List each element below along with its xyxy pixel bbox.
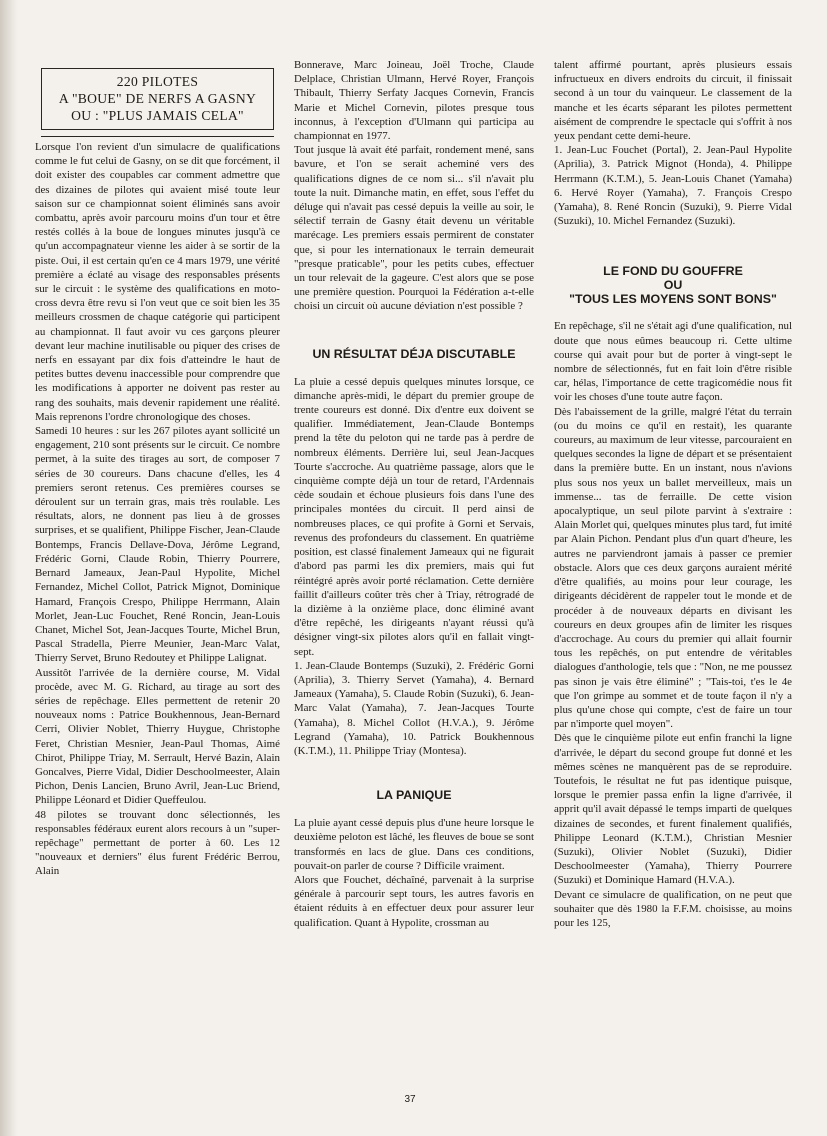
page-number: 37 xyxy=(404,1094,416,1105)
section-heading-gouffre xyxy=(554,264,792,306)
page-binding-shadow xyxy=(0,0,18,1136)
column-2 xyxy=(294,58,534,930)
article-title-line-3: OU : "PLUS JAMAIS CELA" xyxy=(71,108,244,123)
article-title-box xyxy=(41,68,274,130)
col1-paragraph-1: Lorsque l'on revient d'un simulacre de qualifications comme le fut celui de Gasny, on se dit que forcément, il doit exister des coupables car comment admettre que des dizaines de pilotes qui avaient misé toute leur saison sur ce championnat soient éliminés sans avoir combattu, après avoir parcouru moins d'un tour et être restés collés à la boue de longues minutes jusqu'à ce qu'un accompagnateur vienne les aider à se sortir de la piste. Oui, il est certain qu'en ce 4 mars 1979, une vérité première a éclaté au visage des responsables présents sur le circuit : le système des qualifications en moto-cross devra être revu si l'on veut que ce soit bien les 35 meilleurs crossmen de chaque catégorie qui participent au championnat. Il faut avoir vu ces garçons pleurer devant leur machine inutilisable ou piquer des crises de nerfs en essayant par dix fois d'atteindre le haut de petites buttes devenu inaccessible pour comprendre que les modifications à apporter ne doivent pas rester au rang des souhaits, mais devenir rapidement une réalité. Mais reprenons l'ordre chronologique des choses. xyxy=(35,141,280,423)
col2-paragraph-2: Tout jusque là avait été parfait, rondement mené, sans bavure, et l'on se serait acheminé vers des qualifications dignes de ce nom si... s'il n'avait plu toute la nuit. Dimanche matin, en effet, sous l'effet du déluge qui n'avait pas cessé depuis la veille au soir, le sélectif terrain de Gasny était devenu un véritable marécage. Les premiers essais permirent de constater que, si pour les internationaux le terrain demeurait "presque praticable", pour les petits cubes, effectuer un tour relevait de la gageure. C'est alors que se pose une première question. Pourquoi la Fédération a-t-elle choisi un circuit où aucune déviation n'est possible ? xyxy=(294,144,534,313)
section-heading-panique: LA PANIQUE xyxy=(376,788,452,803)
col2-paragraph-3: La pluie a cessé depuis quelques minutes lorsque, ce dimanche après-midi, le départ du premier groupe de trente coureurs est donné. Dix d'entre eux doivent se qualifier. Immédiatement, Jean-Claude Bontemps prend la tête du peloton qui ne tarde pas à perdre de nombreux éléments. Derrière lui, seul Jean-Jacques Tourte s'accroche. Au quatrième passage, alors que le cinquième compte déjà un tour de retard, l'Ardennais cède soudain et échoue plusieurs fois dans l'une des principales montées du circuit. Il perd ainsi de nombreuses places, ce qui profite à Gorni et Servais, revenus des profondeurs du classement. En quatrième position, est classé finalement Jameaux qui ne figurait d'abord pas parmi les dix premiers, mais qui fut réintégré après avoir porté réclamation. Cette dernière faillit d'ailleurs coûter très cher à Triay, rétrogradé de la dizième à la onzième place, donc éliminé avant d'être repêché, les dirigeants n'ayant réussi qu'à désigner vingt-six pilotes alors qu'il en fallait vingt-sept. xyxy=(294,375,534,658)
section-heading-gouffre-line-3: "TOUS LES MOYENS SONT BONS" xyxy=(569,292,777,307)
section-heading-gouffre-line-1: LE FOND DU GOUFFRE xyxy=(603,264,743,279)
col2-paragraph-5: La pluie ayant cessé depuis plus d'une heure lorsque le deuxième peloton est lâché, les fleuves de boue se sont transformés en lacs de glue. Dans ces conditions, pouvait-on parler de course ? Difficile vraiment. xyxy=(294,817,534,872)
col2-paragraph-1: Bonnerave, Marc Joineau, Joël Troche, Claude Delplace, Christian Ulmann, Hervé Royer, François Thibault, Thierry Serfaty Jacques Cornevin, Francis Marie et Michel Cornevin, pilotes presque tous inconnus, à l'exception d'Ulmann qui participa au championnat en 1977. xyxy=(294,59,534,143)
article-title-line-2: A "BOUE" DE NERFS A GASNY xyxy=(58,91,257,106)
col3-paragraph-4: Dès l'abaissement de la grille, malgré l'état du terrain (ou du moins ce qu'il en restait), les quarante coureurs, au maximum de leur vitesse, parcouraient en quelques secondes la ligne de départ et se présentaient dans la première butte. En un instant, nous n'avions plus sous nos yeux un ballet merveilleux, mais un immense... tas de ferraille. De cette vision apocalyptique, un seul pilote parvint à s'extraire : Alain Morlet qui, quelques minutes plus tard, fut imité par Alain Pichon. Pendant plus d'un quart d'heure, les autres ne parviendront jamais à passer ce premier obstacle. Alors que ces deux garçons auraient mérité d'être qualifiés, au moins pour leur courage, les dirigeants décidèrent de rappeler tout le monde et de procéder à de nouveaux départs en divisant les coureurs en deux groupes afin de limiter les risques d'accrochage. Au cours du premier qui allait fournir tous les repêchés, on put entendre de véritables dialogues d'anthologie, tels que : "Non, ne me poussez pas sinon je vais être éliminé" ; "Tais-toi, t'es le 4e que l'on grimpe au sommet et de toute façon il n'y a plus qu'une chose qui compte, c'est de faire un tour par n'importe quel moyen". xyxy=(554,405,792,731)
section-heading-gouffre-line-2: OU xyxy=(663,278,683,293)
article-title-line-1: 220 PILOTES xyxy=(116,74,199,89)
column-3 xyxy=(554,58,792,930)
col2-paragraph-6: Alors que Fouchet, déchaîné, parvenait à la surprise générale à parcourir sept tours, les autres favoris en étaient réduits à en effectuer deux pour assurer leur qualification. Quant à Hypolite, crossman au xyxy=(294,873,534,929)
section-heading-resultat: UN RÉSULTAT DÉJA DISCUTABLE xyxy=(312,346,516,361)
column-1 xyxy=(35,58,280,879)
title-rule xyxy=(41,136,274,137)
col1-paragraph-3: Aussitôt l'arrivée de la dernière course, M. Vidal procède, avec M. G. Richard, au tirage au sort des séries de repêchage. Elles permettent de retenir 20 nouveaux noms : Patrice Boukhennous, Jean-Bernard Cerri, Olivier Noblet, Thierry Huygue, Christophe Feret, Christian Mesnier, Jean-Paul Thomas, Aimé Chirot, Philippe Triay, M. Serrault, Hervé Bazin, Alain Goncalves, Pierre Vidal, Didier Deschoolmeester, Alain Pichon, Denis Lancien, Bruno Avril, Jean-Luc Briend, Philippe Léonard et Didier Queffeulou. xyxy=(35,666,280,807)
col2-results-list-1: 1. Jean-Claude Bontemps (Suzuki), 2. Frédéric Gorni (Aprilia), 3. Thierry Servet (Yamaha), 4. Bernard Jameaux (Yamaha), 5. Claude Robin (Suzuki), 6. Jean-Marc Valat (Yamaha), 7. Jean-Jacques Tourte (Yamaha), 8. Michel Collot (H.V.A.), 9. Jérôme Legrand (Yamaha), 10. Patrick Boukhennous (K.T.M.), 11. Philippe Triay (Montesa). xyxy=(294,659,534,757)
col3-paragraph-6: Devant ce simulacre de qualification, on ne peut que souhaiter que dès 1980 la F.F.M. choisisse, au moins pour les 125, xyxy=(554,888,792,929)
col3-paragraph-3: En repêchage, s'il ne s'était agi d'une qualification, nul doute que nous eûmes beaucoup ri. Cette ultime course qui avait pour but de porter à vingt-sept le nombre de sélectionnés, fut en fait loin d'être risible car, hélas, l'importance de cette tragicomédie nous fit voir les choses d'une toute autre façon. xyxy=(554,320,792,404)
col1-paragraph-4: 48 pilotes se trouvant donc sélectionnés, les responsables fédéraux eurent alors recours à un "super-repêchage" permettant de porter à 60. Les 12 "nouveaux et derniers" élus furent Frédéric Berrou, Alain xyxy=(35,808,280,878)
col3-paragraph-1: talent affirmé pourtant, après plusieurs essais infructueux en divers endroits du circuit, il finissait second à un tour du vainqueur. Le classement de la manche et les écarts séparant les pilotes permettent aisément de comprendre le spectacle qui s'offrit à nos yeux pendant cette demi-heure. xyxy=(554,59,792,143)
col3-results-list-2: 1. Jean-Luc Fouchet (Portal), 2. Jean-Paul Hypolite (Aprilia), 3. Patrick Mignot (Honda), 4. Philippe Herrmann (K.T.M.), 5. Jean-Louis Chanet (Yamaha) 6. Hervé Royer (Yamaha), 7. François Crespo (Yamaha), 8. René Roncin (Suzuki), 9. Pierre Vidal (Suzuki), 10. Michel Fernandez (Suzuki). xyxy=(554,144,792,228)
col3-paragraph-5: Dès que le cinquième pilote eut enfin franchi la ligne d'arrivée, le départ du second groupe fut donné et les mêmes scènes ne manquèrent pas de se reproduire. Toutefois, le résultat ne fut pas identique puisque, lorsque le premier passa enfin la ligne d'arrivée, il apprit qu'il avait dépassé le temps imparti de quelques dizaines de secondes, et furent finalement qualifiés, Philippe Leonard (K.T.M.), Christian Mesnier (Suzuki), Olivier Noblet (Suzuki), Didier Deschoolmeester (Yamaha), Thierry Pourrere (Suzuki) et Dominique Hamard (H.V.A.). xyxy=(554,732,792,887)
col1-paragraph-2: Samedi 10 heures : sur les 267 pilotes ayant sollicité un engagement, 210 sont présents sur le circuit. Ce nombre permet, à la suite des tirages au sort, de composer 7 séries de 30 coureurs. Dans chacune d'elles, les 4 premiers seront retenus. Ces premières courses se déroulent sur un terrain gras, mais très roulable. Les résultats, alors, ne donnent pas lieu à de grosses surprises, et se qualifient, Philippe Fischer, Jean-Claude Bontemps, Francis Dellave-Dova, Jérôme Legrand, Frédéric Gorni, Claude Robin, Thierry Pourrere, Bernard Jameaux, Jean-Paul Hypolite, Michel Fernandez, Michel Collot, Patrick Mignot, Dominique Hamard, François Crespo, Philippe Herrmann, Alain Morlet, Jean-Luc Fouchet, René Roncin, Jean-Louis Chanet, Michel Sot, Jean-Jacques Tourte, Michel Brun, Pascal Stradella, Pierre Meunier, Jean-Marc Valat, Thierry Servet, Bruno Redoutey et Philippe Lalignat. xyxy=(35,425,280,665)
